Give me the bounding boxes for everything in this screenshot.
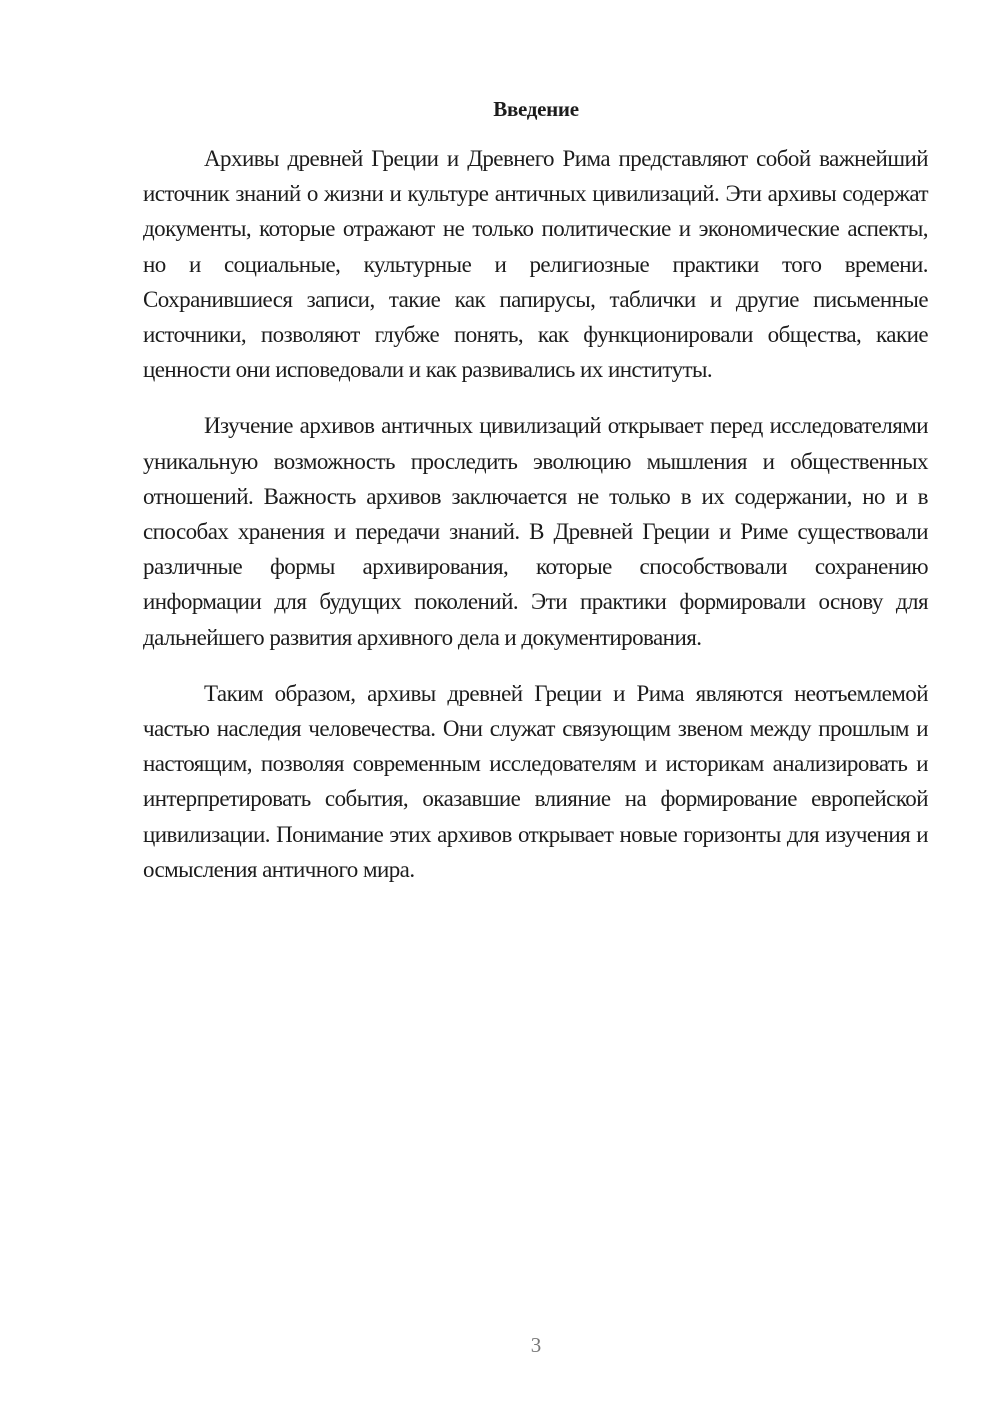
paragraph-1: Архивы древней Греции и Древнего Рима представляют собой важнейший источник знаний о жизни и культуре античных цивилизаций. Эти архивы содержат документы, которые отражают не только политические и экономические аспекты, но и социальные, культурные и религиозные практики того времени. Сохранившиеся записи, такие как папирусы, таблички и другие письменные источники, позволяют глубже понять, как функционировали общества, какие ценности они исповедовали и как развивались их институты.: [143, 146, 928, 383]
page-number: 3: [530, 1333, 542, 1357]
paragraph-3: Таким образом, архивы древней Греции и Рима являются неотъемлемой частью наследия человечества. Они служат связующим звеном между прошлым и настоящим, позволяя современным исследователям и историкам анализировать и интерпретировать события, оказавшие влияние на формирование европейской цивилизации. Понимание этих архивов открывает новые горизонты для изучения и осмысления античного мира.: [143, 680, 928, 882]
paragraph-2: Изучение архивов античных цивилизаций открывает перед исследователями уникальную возможность проследить эволюцию мышления и общественных отношений. Важность архивов заключается не только в их содержании, но и в способах хранения и передачи знаний. В Древней Греции и Риме существовали различные формы архивирования, которые способствовали сохранению информации для будущих поколений. Эти практики формировали основу для дальнейшего развития архивного дела и документирования.: [143, 413, 928, 650]
section-heading: Введение: [493, 97, 579, 121]
document-body: [143, 141, 928, 908]
